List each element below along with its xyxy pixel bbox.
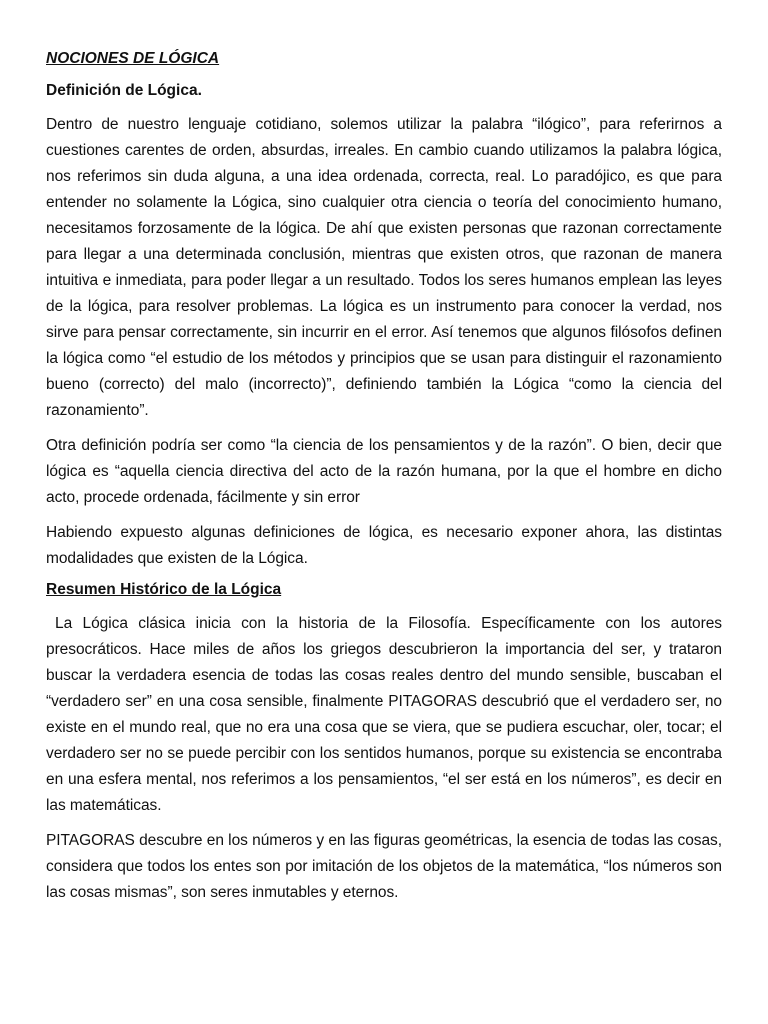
paragraph-history: La Lógica clásica inicia con la historia de la Filosofía. Específicamente con los autores presocráticos. Hace miles de años los griegos descubrieron la importancia del ser, y trataron buscar la verdadera esencia de todas las cosas reales dentro del mundo sensible, buscaban el “verdadero ser” en una cosa sensible, finalmente PITAGORAS descubrió que el verdadero ser, no existe en el mundo real, que no era una cosa que se viera, que se pudiera escuchar, oler, tocar; el verdadero ser no se puede percibir con los sentidos humanos, porque su existencia se encontraba en una esfera mental, nos referimos a los pensamientos, “el ser está en los números”, es decir en las matemáticas. — [46, 615, 722, 814]
definition-heading: Definición de Lógica. — [46, 82, 202, 99]
paragraph-definition-intro: Dentro de nuestro lenguaje cotidiano, solemos utilizar la palabra “ilógico”, para referirnos a cuestiones carentes de orden, absurdas, irreales. En cambio cuando utilizamos la palabra lógica, nos referimos sin duda alguna, a una idea ordenada, correcta, real. Lo paradójico, es que para entender no solamente la Lógica, sino cualquier otra ciencia o teoría del conocimiento humano, necesitamos forzosamente de la lógica. De ahí que existen personas que razonan correctamente para llegar a una determinada conclusión, mientras que existen otros, que razonan de manera intuitiva e inmediata, para poder llegar a un resultado. Todos los seres humanos emplean las leyes de la lógica, para resolver problemas. La lógica es un instrumento para conocer la verdad, nos sirve para pensar correctamente, sin incurrir en el error. Así tenemos que algunos filósofos definen la lógica como “el estudio de los métodos y principios que se usan para distinguir el razonamiento bueno (correcto) del malo (incorrecto)”, definiendo también la Lógica “como la ciencia del razonamiento”. — [46, 116, 722, 419]
paragraph-modalities: Habiendo expuesto algunas definiciones de lógica, es necesario exponer ahora, las distintas modalidades que existen de la Lógica. — [46, 524, 722, 567]
paragraph-pitagoras: PITAGORAS descubre en los números y en las figuras geométricas, la esencia de todas las cosas, considera que todos los entes son por imitación de los objetos de la matemática, “los números son las cosas mismas”, son seres inmutables y eternos. — [46, 832, 722, 901]
paragraph-other-definition: Otra definición podría ser como “la ciencia de los pensamientos y de la razón”. O bien, decir que lógica es “aquella ciencia directiva del acto de la razón humana, por la que el hombre en dicho acto, procede ordenada, fácilmente y sin error — [46, 437, 722, 506]
history-heading: Resumen Histórico de la Lógica — [46, 581, 282, 598]
document-title: NOCIONES DE LÓGICA — [46, 50, 220, 67]
document-body — [46, 50, 722, 915]
